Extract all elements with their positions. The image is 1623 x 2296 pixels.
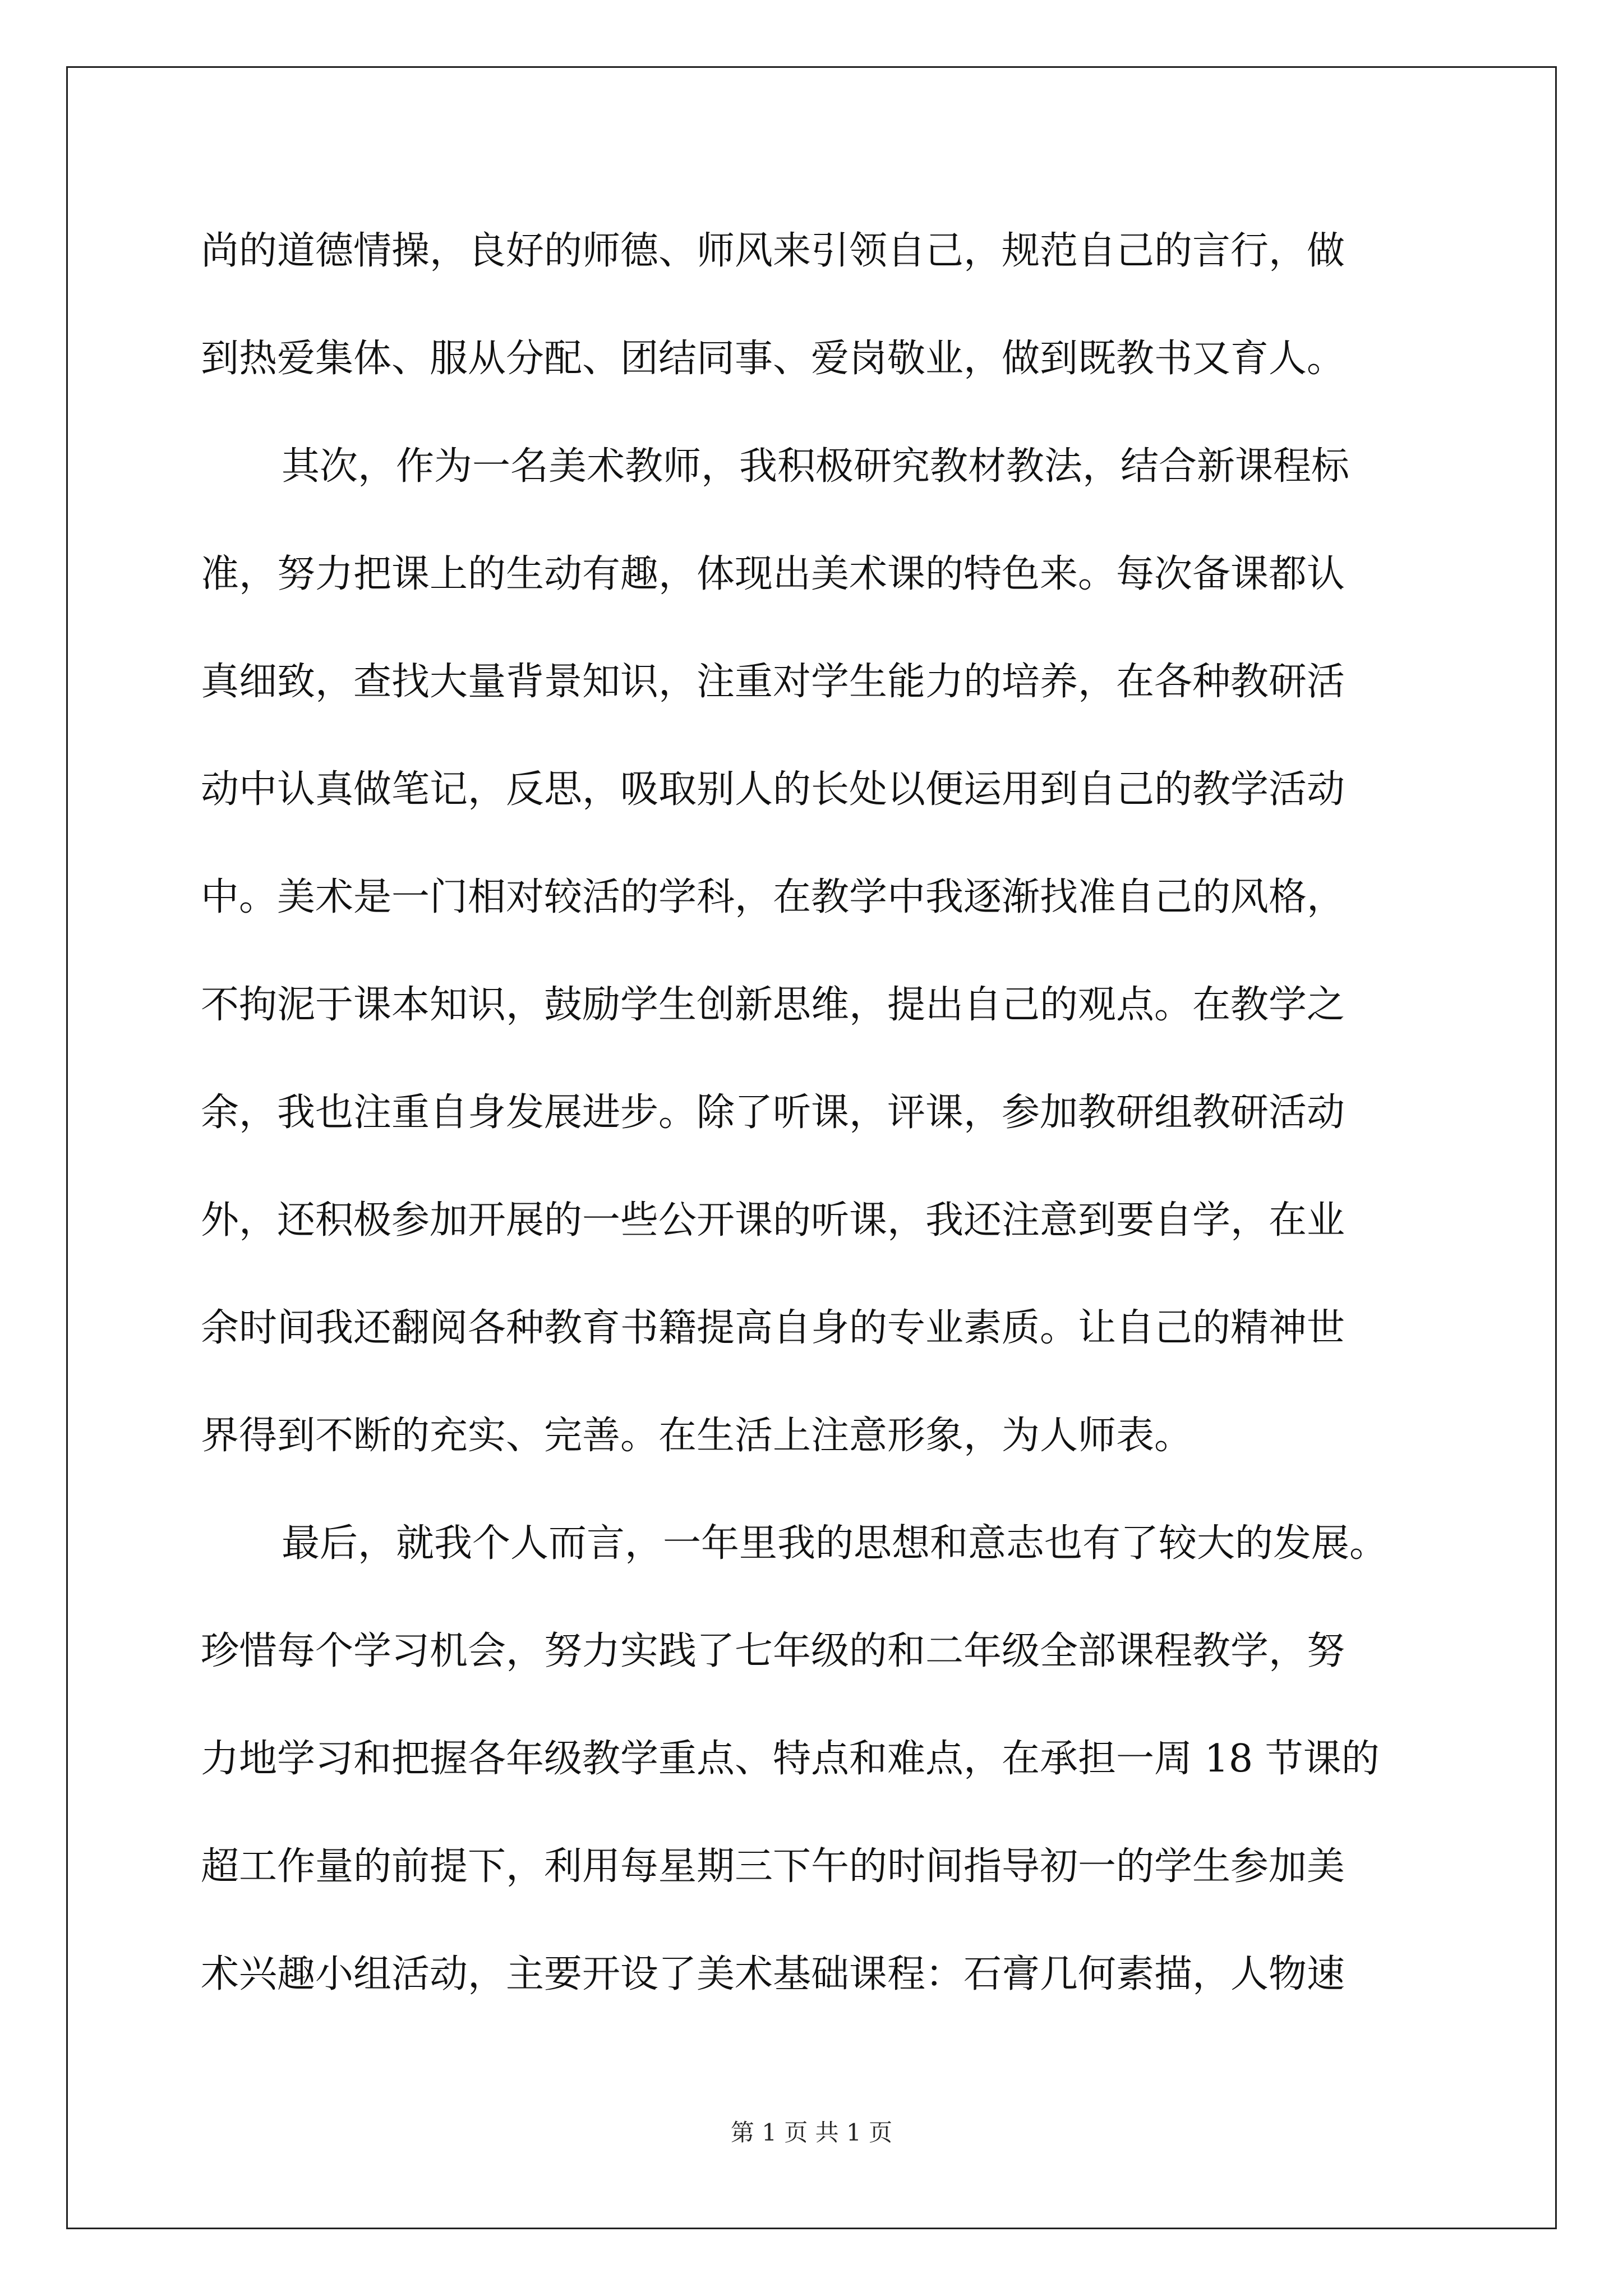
text-line: 中。美术是一门相对较活的学科，在教学中我逐渐找准自己的风格，	[201, 875, 1345, 919]
text-line: 界得到不断的充实、完善。在生活上注意形象，为人师表。	[201, 1414, 1193, 1458]
text-line: 余时间我还翻阅各种教育书籍提高自身的专业素质。让自己的精神世	[201, 1306, 1345, 1350]
text-line: 力地学习和把握各年级教学重点、特点和难点，在承担一周 18 节课的	[201, 1737, 1380, 1781]
text-line: 术兴趣小组活动，主要开设了美术基础课程：石膏几何素描，人物速	[201, 1952, 1345, 1996]
text-line: 外，还积极参加开展的一些公开课的听课，我还注意到要自学，在业	[201, 1198, 1345, 1243]
paragraph-start-line: 其次，作为一名美术教师，我积极研究教材教法，结合新课程标	[282, 444, 1350, 489]
text-line: 尚的道德情操，良好的师德、师风来引领自己，规范自己的言行，做	[201, 229, 1345, 273]
text-line: 准，努力把课上的生动有趣，体现出美术课的特色来。每次备课都认	[201, 552, 1345, 596]
text-line: 不拘泥于课本知识，鼓励学生创新思维，提出自己的观点。在教学之	[201, 983, 1345, 1027]
text-line: 珍惜每个学习机会，努力实践了七年级的和二年级全部课程教学，努	[201, 1629, 1345, 1673]
text-line: 超工作量的前提下，利用每星期三下午的时间指导初一的学生参加美	[201, 1844, 1345, 1889]
text-line: 动中认真做笔记，反思，吸取别人的长处以便运用到自己的教学活动	[201, 767, 1345, 812]
page-border	[66, 66, 1557, 2229]
paragraph-start-line: 最后，就我个人而言，一年里我的思想和意志也有了较大的发展。	[282, 1521, 1388, 1566]
text-line: 余，我也注重自身发展进步。除了听课，评课，参加教研组教研活动	[201, 1091, 1345, 1135]
page-number-footer: 第 1 页 共 1 页	[730, 2119, 893, 2146]
text-line: 到热爱集体、服从分配、团结同事、爱岗敬业，做到既教书又育人。	[201, 337, 1345, 381]
text-line: 真细致，查找大量背景知识，注重对学生能力的培养，在各种教研活	[201, 660, 1345, 704]
